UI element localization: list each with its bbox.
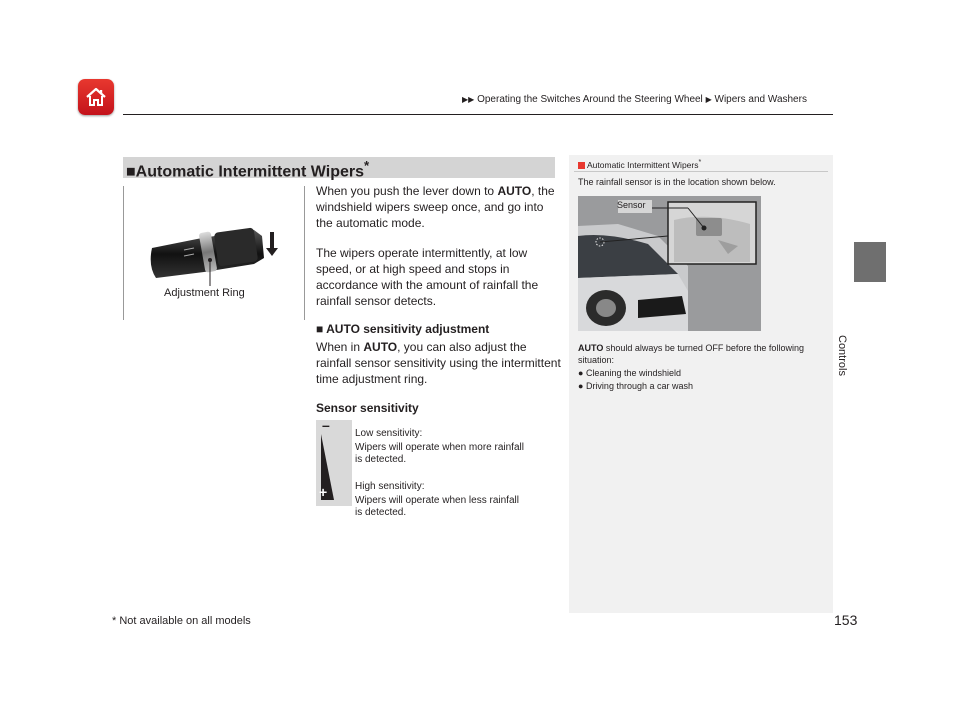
bullet-icon: ●	[578, 381, 586, 391]
wiper-lever-illustration	[123, 186, 305, 320]
sensor-sensitivity-heading: Sensor sensitivity	[316, 401, 419, 415]
bullet-icon: ●	[578, 368, 586, 378]
header-rule	[123, 114, 833, 115]
chapter-label: Controls	[836, 335, 848, 376]
breadcrumb-link-switches[interactable]: Operating the Switches Around the Steering Wheel	[477, 94, 703, 105]
section-asterisk: *	[364, 158, 370, 173]
breadcrumb-arrow-icon: ▶	[705, 95, 712, 104]
section-square-icon: ■	[126, 163, 136, 181]
sensitivity-adjustment-heading: ■ AUTO sensitivity adjustment	[316, 322, 490, 336]
breadcrumb-current: Wipers and Washers	[714, 94, 807, 105]
breadcrumb	[462, 94, 807, 105]
high-sensitivity-title: High sensitivity:	[355, 481, 425, 492]
car-windshield-icon	[578, 196, 761, 331]
wiper-lever-icon	[124, 186, 304, 320]
low-sensitivity-desc: Wipers will operate when more rainfall is detected.	[355, 442, 524, 465]
note-icon	[578, 162, 585, 169]
subsection-square-icon: ■	[316, 322, 327, 336]
adjustment-ring-label: Adjustment Ring	[164, 287, 245, 299]
list-item: ● Cleaning the windshield	[578, 368, 681, 378]
footnote: * Not available on all models	[112, 615, 251, 627]
note-auto-warning: AUTO should always be turned OFF before the following situation:	[578, 343, 804, 365]
low-sensitivity-title: Low sensitivity:	[355, 428, 423, 439]
home-button[interactable]	[78, 79, 114, 115]
paragraph-adjustment: When in AUTO, you can also adjust the rainfall sensor sensitivity using the intermittent time adjustment ring.	[316, 340, 561, 386]
rainfall-sensor-photo	[578, 196, 761, 331]
paragraph-operation: The wipers operate intermittently, at low speed, or at high speed and stops in accordance with the amount of rainfall the rainfall sensor detects.	[316, 246, 539, 308]
home-icon	[84, 85, 108, 109]
breadcrumb-arrow-icon: ▶▶	[462, 95, 475, 104]
chapter-tab[interactable]	[854, 242, 886, 282]
sensor-label: Sensor	[617, 200, 646, 210]
high-sensitivity-desc: Wipers will operate when less rainfall is detected.	[355, 495, 519, 518]
page-number: 153	[834, 612, 858, 628]
list-item: ● Driving through a car wash	[578, 381, 693, 391]
sensitivity-plus: +	[319, 484, 328, 500]
paragraph-push-lever: When you push the lever down to AUTO, the windshield wipers sweep once, and go into the automatic mode.	[316, 184, 555, 230]
note-rule	[574, 171, 828, 172]
sensitivity-scale	[316, 417, 352, 506]
sensitivity-minus: –	[322, 417, 330, 433]
note-sensor-location: The rainfall sensor is in the location shown below.	[578, 177, 776, 187]
note-title: Automatic Intermittent Wipers*	[578, 158, 701, 170]
section-title: ■Automatic Intermittent Wipers*	[126, 158, 370, 181]
